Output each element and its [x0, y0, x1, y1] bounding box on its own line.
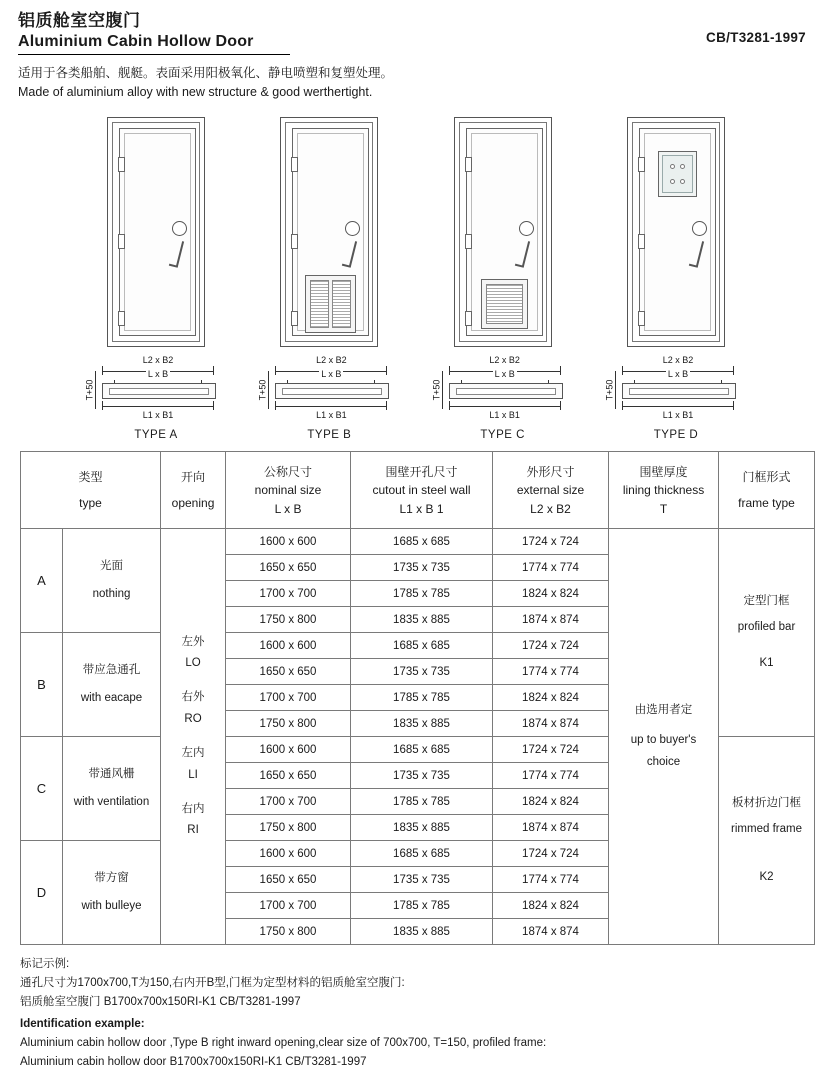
identification-example	[18, 955, 812, 1071]
cell-external: 1774 x 774	[493, 659, 609, 685]
door-elevation-d	[627, 117, 725, 347]
header-lining-thickness: 围壁厚度 lining thickness T	[609, 452, 719, 529]
cell-nominal: 1600 x 600	[226, 633, 351, 659]
door-plan-c	[427, 353, 579, 427]
notes-cn-line1: 通孔尺寸为1700x700,T为150,右内开B型,门框为定型材料的铝质舱室空腹门:	[20, 977, 405, 990]
cell-cutout: 1835 x 885	[351, 919, 493, 945]
header-frame-type: 门框形式 frame type	[719, 452, 815, 529]
bulleye-glass	[662, 155, 693, 193]
cell-external: 1874 x 874	[493, 711, 609, 737]
cell-cutout: 1785 x 785	[351, 581, 493, 607]
document-header	[18, 0, 812, 101]
cell-cutout: 1835 x 885	[351, 815, 493, 841]
cell-nominal: 1750 x 800	[226, 919, 351, 945]
dimension-lb: L x B	[634, 369, 722, 389]
door-plan-d	[600, 353, 752, 427]
cell-cutout: 1735 x 735	[351, 763, 493, 789]
subtitle-en: Made of aluminium alloy with new structure & good werthertight.	[18, 84, 373, 99]
dimension-l1b1: L1 x B1	[449, 401, 561, 421]
table-header-row	[21, 452, 815, 529]
cell-cutout: 1835 x 885	[351, 607, 493, 633]
cell-external: 1724 x 724	[493, 737, 609, 763]
door-drawing-type-b	[253, 117, 405, 441]
door-section-profile	[622, 383, 736, 399]
header-external-size: 外形尺寸 external size L2 x B2	[493, 452, 609, 529]
hinge-icon	[118, 234, 125, 249]
group-letter-c: C	[21, 737, 63, 841]
cell-cutout: 1735 x 735	[351, 659, 493, 685]
header-nominal-size: 公称尺寸 nominal size L x B	[226, 452, 351, 529]
door-leaf	[119, 128, 196, 336]
cell-nominal: 1600 x 600	[226, 529, 351, 555]
escape-grill-right	[332, 280, 351, 328]
cell-cutout: 1785 x 785	[351, 789, 493, 815]
type-label-d: TYPE D	[653, 429, 699, 442]
door-elevation-a	[107, 117, 205, 347]
cell-external: 1874 x 874	[493, 919, 609, 945]
cell-nominal: 1700 x 700	[226, 789, 351, 815]
dimension-t50: T+50	[429, 371, 445, 409]
hinge-icon	[465, 157, 472, 172]
cell-external: 1874 x 874	[493, 815, 609, 841]
hinge-icon	[291, 234, 298, 249]
dimension-l1b1: L1 x B1	[622, 401, 734, 421]
cell-external: 1774 x 774	[493, 867, 609, 893]
dimension-t50: T+50	[82, 371, 98, 409]
type-label-a: TYPE A	[134, 429, 178, 442]
opening-directions: 左外 LO 右外 RO 左内 LI 右内 RI	[161, 529, 226, 945]
dimension-t50: T+50	[602, 371, 618, 409]
door-elevation-b	[280, 117, 378, 347]
cell-external: 1774 x 774	[493, 555, 609, 581]
page-title-en: Aluminium Cabin Hollow Door	[18, 33, 254, 51]
hinge-icon	[291, 311, 298, 326]
header-cutout-size: 围壁开孔尺寸 cutout in steel wall L1 x B 1	[351, 452, 493, 529]
ventilation-louver-panel	[481, 279, 528, 329]
door-drawing-type-a	[80, 117, 232, 441]
lining-thickness-value: 由选用者定 up to buyer's choice	[609, 529, 719, 945]
dimension-lb: L x B	[114, 369, 202, 389]
hinge-icon	[638, 234, 645, 249]
cell-nominal: 1700 x 700	[226, 893, 351, 919]
subtitle-cn: 适用于各类船舶、舰艇。表面采用阳极氧化、静电喷塑和复塑处理。	[18, 65, 394, 80]
cell-external: 1724 x 724	[493, 633, 609, 659]
notes-en-title: Identification example:	[20, 1018, 145, 1031]
header-opening: 开向 opening	[161, 452, 226, 529]
group-desc-d: 带方窗 with bulleye	[63, 841, 161, 945]
hinge-icon	[118, 311, 125, 326]
cell-nominal: 1650 x 650	[226, 555, 351, 581]
dimension-lb: L x B	[461, 369, 549, 389]
cell-cutout: 1835 x 885	[351, 711, 493, 737]
dimension-l2b2: L2 x B2	[449, 355, 561, 375]
cell-nominal: 1650 x 650	[226, 659, 351, 685]
door-plan-b	[253, 353, 405, 427]
cell-nominal: 1750 x 800	[226, 607, 351, 633]
cell-external: 1724 x 724	[493, 529, 609, 555]
notes-cn-line2: 铝质舱室空腹门 B1700x700x150RI-K1 CB/T3281-1997	[20, 995, 301, 1008]
cell-cutout: 1685 x 685	[351, 841, 493, 867]
door-knob-icon	[519, 221, 534, 236]
table-row	[21, 529, 815, 555]
cell-external: 1774 x 774	[493, 763, 609, 789]
header-type: 类型 type	[21, 452, 161, 529]
group-letter-b: B	[21, 633, 63, 737]
door-leaf	[466, 128, 543, 336]
cell-nominal: 1600 x 600	[226, 737, 351, 763]
title-divider	[18, 54, 290, 55]
dimension-l1b1: L1 x B1	[275, 401, 387, 421]
cell-cutout: 1685 x 685	[351, 633, 493, 659]
door-section-profile	[449, 383, 563, 399]
drawing-row	[18, 117, 812, 441]
group-letter-a: A	[21, 529, 63, 633]
cell-nominal: 1650 x 650	[226, 867, 351, 893]
hinge-icon	[465, 311, 472, 326]
specification-table	[20, 451, 815, 945]
cell-external: 1874 x 874	[493, 607, 609, 633]
door-plan-a	[80, 353, 232, 427]
louver-blades	[486, 284, 523, 324]
door-leaf	[292, 128, 369, 336]
type-label-b: TYPE B	[307, 429, 352, 442]
group-letter-d: D	[21, 841, 63, 945]
cell-cutout: 1735 x 735	[351, 867, 493, 893]
frame-type-k1: 定型门框 profiled bar K1	[719, 529, 815, 737]
door-section-profile	[102, 383, 216, 399]
notes-cn-title: 标记示例:	[20, 958, 70, 971]
group-desc-b: 带应急通孔 with eacape	[63, 633, 161, 737]
dimension-l2b2: L2 x B2	[622, 355, 734, 375]
cell-nominal: 1750 x 800	[226, 815, 351, 841]
cell-nominal: 1700 x 700	[226, 581, 351, 607]
cell-nominal: 1750 x 800	[226, 711, 351, 737]
cell-cutout: 1785 x 785	[351, 893, 493, 919]
hinge-icon	[118, 157, 125, 172]
dimension-l1b1: L1 x B1	[102, 401, 214, 421]
door-elevation-c	[454, 117, 552, 347]
cell-cutout: 1735 x 735	[351, 555, 493, 581]
cell-nominal: 1700 x 700	[226, 685, 351, 711]
group-desc-a: 光面 nothing	[63, 529, 161, 633]
group-desc-c: 带通风栅 with ventilation	[63, 737, 161, 841]
notes-en-line2: Aluminium cabin hollow door B1700x700x150RI-K1 CB/T3281-1997	[20, 1055, 367, 1068]
notes-en-line1: Aluminium cabin hollow door ,Type B right inward opening,clear size of 700x700, T=150, profiled frame:	[20, 1036, 547, 1049]
dimension-l2b2: L2 x B2	[275, 355, 387, 375]
hinge-icon	[465, 234, 472, 249]
door-drawing-type-c	[427, 117, 579, 441]
cell-nominal: 1600 x 600	[226, 841, 351, 867]
page-title-cn: 铝质舱室空腹门	[18, 11, 141, 30]
cell-cutout: 1685 x 685	[351, 737, 493, 763]
hinge-icon	[638, 157, 645, 172]
frame-type-k2: 板材折边门框 rimmed frame K2	[719, 737, 815, 945]
dimension-t50: T+50	[255, 371, 271, 409]
cell-external: 1824 x 824	[493, 893, 609, 919]
dimension-l2b2: L2 x B2	[102, 355, 214, 375]
hinge-icon	[291, 157, 298, 172]
cell-external: 1824 x 824	[493, 789, 609, 815]
door-drawing-type-d	[600, 117, 752, 441]
door-section-profile	[275, 383, 389, 399]
cell-nominal: 1650 x 650	[226, 763, 351, 789]
dimension-lb: L x B	[287, 369, 375, 389]
escape-hole-panel	[305, 275, 356, 333]
standard-code: CB/T3281-1997	[706, 30, 806, 45]
bulleye-window	[658, 151, 697, 197]
cell-external: 1724 x 724	[493, 841, 609, 867]
escape-grill-left	[310, 280, 329, 328]
hinge-icon	[638, 311, 645, 326]
cell-external: 1824 x 824	[493, 685, 609, 711]
type-label-c: TYPE C	[480, 429, 525, 442]
cell-cutout: 1685 x 685	[351, 529, 493, 555]
door-leaf	[639, 128, 716, 336]
cell-cutout: 1785 x 785	[351, 685, 493, 711]
spec-table-wrap	[18, 451, 812, 945]
cell-external: 1824 x 824	[493, 581, 609, 607]
